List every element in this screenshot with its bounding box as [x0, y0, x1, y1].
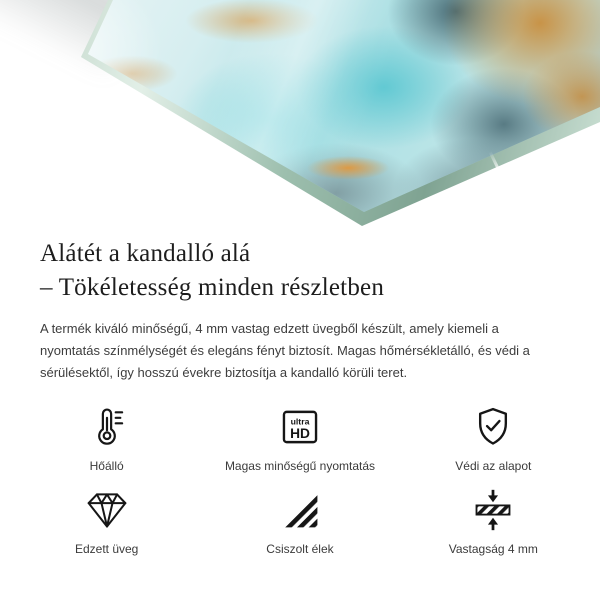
shield-check-icon [470, 404, 516, 450]
page-title-line2: – Tökéletesség minden részletben [40, 274, 385, 301]
thermometer-icon [84, 404, 130, 450]
page-title-line1: Alátét a kandalló alá [40, 240, 251, 267]
feature-grid [10, 404, 590, 556]
feature-label: Csiszolt élek [266, 542, 334, 556]
feature-label: Hőálló [89, 459, 124, 473]
product-description: A termék kiváló minőségű, 4 mm vastag edzett üvegből készült, amely kiemeli a nyomtatás színmélységét és elegáns fényt biztosít. Magas hőmérsékletálló, és védi a sérülésektől, így hosszú évekre biztosítja a kandalló körüli teret. [40, 321, 530, 380]
thickness-icon [470, 487, 516, 533]
feature-label: Magas minőségű nyomtatás [224, 459, 376, 473]
feature-label: Edzett üveg [74, 542, 139, 556]
feature-ultra-hd-print [210, 404, 390, 473]
ultra-hd-icon [277, 404, 323, 450]
feature-label: Védi az alapot [455, 459, 532, 473]
page-title [40, 237, 560, 305]
feature-polished-edges [210, 487, 390, 556]
ultra-hd-icon-text-bottom: HD [290, 426, 310, 441]
feature-heat-resistant [17, 404, 197, 473]
diamond-icon [84, 487, 130, 533]
product-hero-image [0, 0, 600, 230]
feature-thickness [403, 487, 583, 556]
feature-tempered-glass [17, 487, 197, 556]
feature-protects-base [403, 404, 583, 473]
feature-label: Vastagság 4 mm [448, 542, 538, 556]
polished-edges-icon [277, 487, 323, 533]
ultra-hd-icon-text-top: ultra [290, 416, 310, 427]
